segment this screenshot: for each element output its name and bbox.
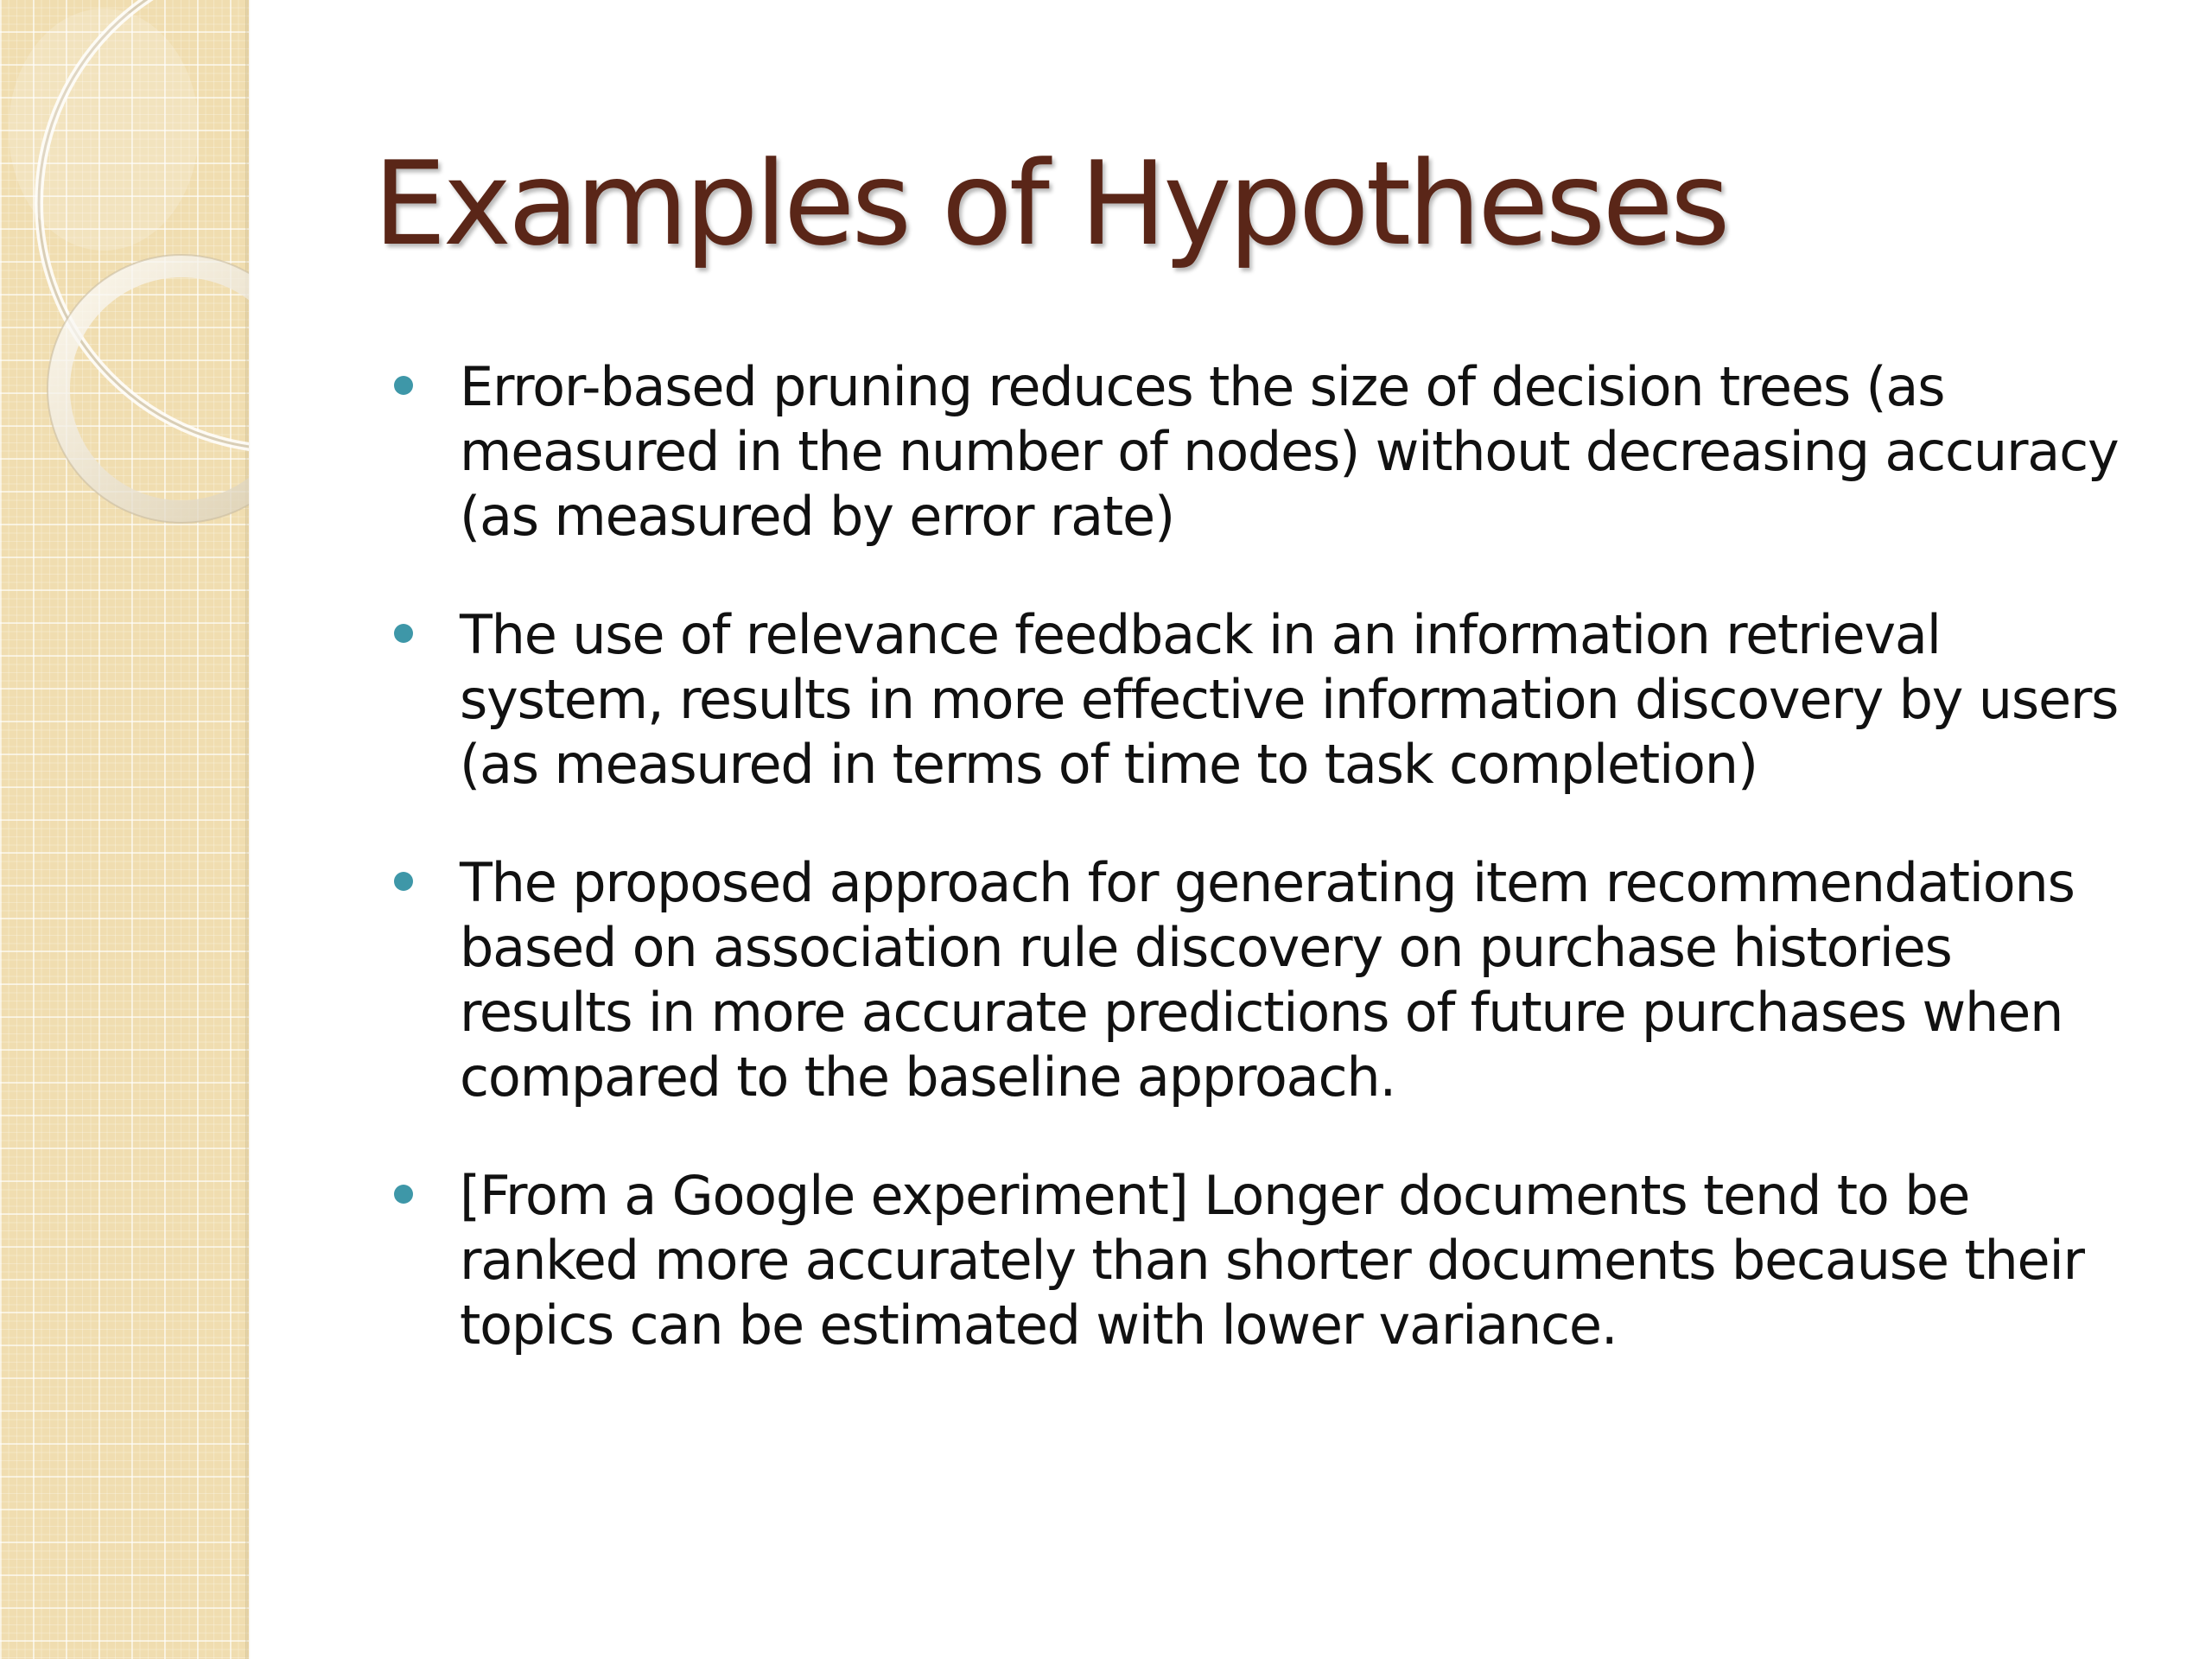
decorative-rings-graphic xyxy=(0,0,249,605)
slide-title: Examples of Hypotheses xyxy=(373,137,1727,271)
bullet-item xyxy=(394,1163,2139,1357)
bullet-item xyxy=(394,602,2139,797)
bullet-dot-icon xyxy=(394,1185,413,1204)
bullet-text: The use of relevance feedback in an information retrieval system, results in more effective information discovery by users (as measured in terms of time to task completion) xyxy=(460,603,2119,796)
bullet-item xyxy=(394,850,2139,1109)
bullet-list xyxy=(394,354,2139,1411)
bullet-text: [From a Google experiment] Longer documents tend to be ranked more accurately than shorter documents because their topics can be estimated with lower variance. xyxy=(460,1164,2084,1357)
bullet-dot-icon xyxy=(394,376,413,395)
bullet-dot-icon xyxy=(394,872,413,891)
bullet-text: Error-based pruning reduces the size of decision trees (as measured in the number of nodes) without decreasing accuracy (as measured by error rate) xyxy=(460,355,2119,548)
bullet-text: The proposed approach for generating item recommendations based on association rule discovery on purchase histories results in more accurate predictions of future purchases when compared to the baseline approach. xyxy=(460,851,2075,1109)
small-ring-icon xyxy=(59,266,249,512)
bullet-dot-icon xyxy=(394,624,413,643)
bullet-item xyxy=(394,354,2139,549)
